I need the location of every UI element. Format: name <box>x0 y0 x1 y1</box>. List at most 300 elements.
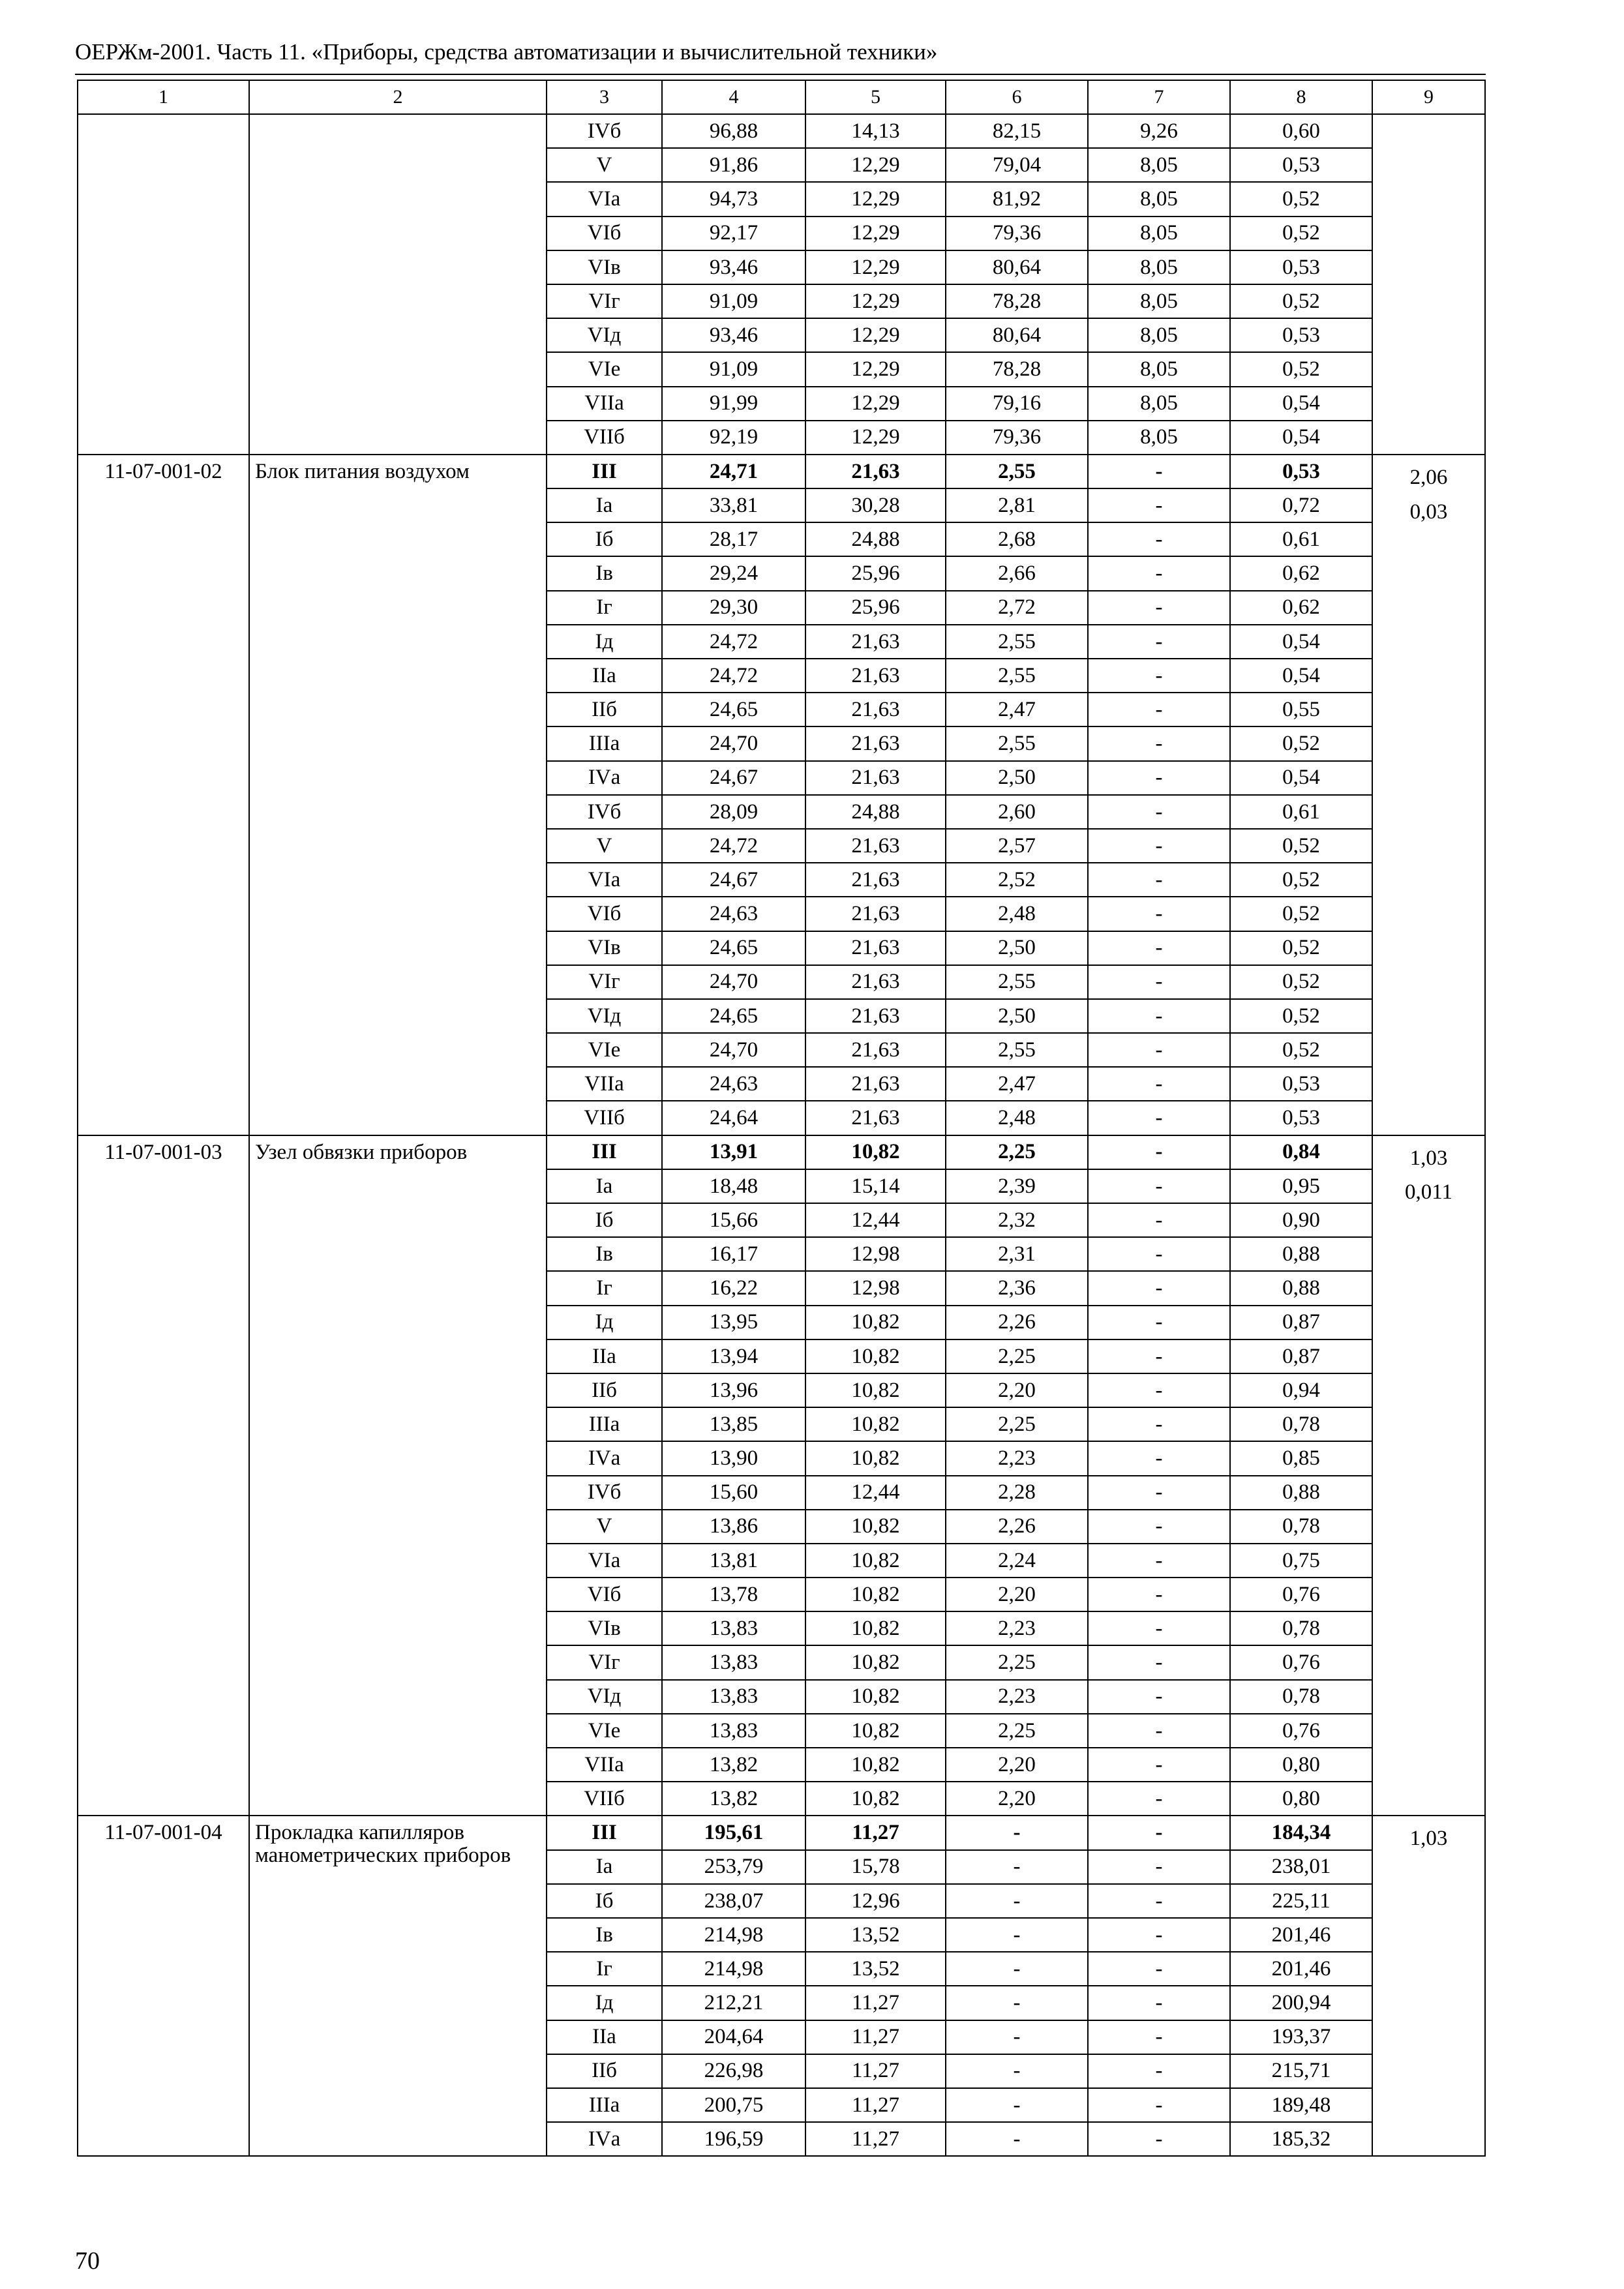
value-cell: - <box>1088 556 1230 590</box>
value-cell: 13,83 <box>662 1645 805 1679</box>
value-cell: 12,29 <box>805 250 946 284</box>
value-cell: 21,63 <box>805 897 946 931</box>
page-header-title: ОЕРЖм-2001. Часть 11. «Приборы, средства автоматизации и вычислительной техники» <box>75 39 938 65</box>
value-cell: 2,55 <box>946 726 1088 760</box>
value-cell: 94,73 <box>662 182 805 216</box>
value-cell: 0,95 <box>1230 1169 1372 1203</box>
value-cell: - <box>946 1850 1088 1884</box>
value-cell: - <box>1088 522 1230 556</box>
index-cell <box>1372 1816 1485 2156</box>
value-cell: 8,05 <box>1088 217 1230 250</box>
rate-code <box>78 114 249 455</box>
value-cell: 0,72 <box>1230 488 1372 522</box>
index-value: 0,03 <box>1409 500 1448 524</box>
value-cell: 28,17 <box>662 522 805 556</box>
value-cell: - <box>946 1952 1088 1986</box>
value-cell: 8,05 <box>1088 250 1230 284</box>
value-cell: 0,53 <box>1230 250 1372 284</box>
zone-cell: Iд <box>547 1306 662 1339</box>
zone-cell: VIд <box>547 1680 662 1714</box>
index-value: 1,03 <box>1409 1827 1448 1851</box>
value-cell: 2,20 <box>946 1748 1088 1782</box>
value-cell: 2,57 <box>946 829 1088 863</box>
value-cell: 2,25 <box>946 1645 1088 1679</box>
value-cell: 25,96 <box>805 556 946 590</box>
value-cell: 11,27 <box>805 1816 946 1849</box>
value-cell: - <box>946 2020 1088 2054</box>
zone-cell: VIIа <box>547 1067 662 1101</box>
value-cell: 24,88 <box>805 522 946 556</box>
zone-cell: VIд <box>547 999 662 1033</box>
rates-table <box>77 80 1486 2157</box>
value-cell: 10,82 <box>805 1135 946 1169</box>
value-cell: 0,55 <box>1230 693 1372 726</box>
value-cell: 25,96 <box>805 591 946 625</box>
value-cell: 2,55 <box>946 455 1088 488</box>
value-cell: - <box>1088 1306 1230 1339</box>
value-cell: - <box>1088 1850 1230 1884</box>
value-cell: 0,80 <box>1230 1782 1372 1816</box>
value-cell: 79,36 <box>946 217 1088 250</box>
zone-cell: Iб <box>547 1884 662 1918</box>
value-cell: - <box>1088 829 1230 863</box>
value-cell: - <box>1088 625 1230 659</box>
value-cell: 15,60 <box>662 1476 805 1510</box>
value-cell: 200,94 <box>1230 1986 1372 2020</box>
zone-cell: V <box>547 1510 662 1544</box>
value-cell: 16,22 <box>662 1271 805 1305</box>
value-cell: 13,78 <box>662 1578 805 1611</box>
column-number-5: 5 <box>805 80 946 114</box>
zone-cell: IVа <box>547 761 662 795</box>
value-cell: 13,82 <box>662 1782 805 1816</box>
column-number-4: 4 <box>662 80 805 114</box>
value-cell: 2,28 <box>946 1476 1088 1510</box>
value-cell: 8,05 <box>1088 387 1230 421</box>
value-cell: - <box>1088 488 1230 522</box>
value-cell: 2,55 <box>946 1033 1088 1067</box>
value-cell: - <box>946 1884 1088 1918</box>
value-cell: 11,27 <box>805 2122 946 2156</box>
value-cell: 0,78 <box>1230 1407 1372 1441</box>
zone-cell: VIг <box>547 1645 662 1679</box>
value-cell: 215,71 <box>1230 2054 1372 2088</box>
zone-cell: IVб <box>547 795 662 829</box>
value-cell: 0,78 <box>1230 1680 1372 1714</box>
value-cell: 8,05 <box>1088 148 1230 182</box>
column-number-3: 3 <box>547 80 662 114</box>
value-cell: 9,26 <box>1088 114 1230 148</box>
value-cell: 24,65 <box>662 693 805 726</box>
value-cell: 21,63 <box>805 693 946 726</box>
value-cell: 13,81 <box>662 1544 805 1578</box>
value-cell: 0,53 <box>1230 1067 1372 1101</box>
rate-code: 11-07-001-03 <box>78 1135 249 1816</box>
value-cell: 10,82 <box>805 1748 946 1782</box>
zone-cell: VIIб <box>547 421 662 455</box>
zone-cell: VIIа <box>547 387 662 421</box>
value-cell: 10,82 <box>805 1306 946 1339</box>
value-cell: - <box>1088 1884 1230 1918</box>
value-cell: - <box>1088 1407 1230 1441</box>
value-cell: 15,14 <box>805 1169 946 1203</box>
value-cell: 0,75 <box>1230 1544 1372 1578</box>
column-number-7: 7 <box>1088 80 1230 114</box>
value-cell: 24,63 <box>662 897 805 931</box>
header-rule <box>75 74 1486 75</box>
value-cell: 12,29 <box>805 421 946 455</box>
value-cell: 0,62 <box>1230 591 1372 625</box>
value-cell: 10,82 <box>805 1782 946 1816</box>
value-cell: 0,88 <box>1230 1476 1372 1510</box>
value-cell: 2,81 <box>946 488 1088 522</box>
table-row <box>78 114 1485 148</box>
rate-code: 11-07-001-02 <box>78 455 249 1135</box>
value-cell: 0,60 <box>1230 114 1372 148</box>
value-cell: 238,01 <box>1230 1850 1372 1884</box>
value-cell: 10,82 <box>805 1544 946 1578</box>
value-cell: 21,63 <box>805 863 946 897</box>
value-cell: 189,48 <box>1230 2088 1372 2122</box>
value-cell: - <box>1088 1373 1230 1407</box>
value-cell: 8,05 <box>1088 318 1230 352</box>
zone-cell: IIа <box>547 2020 662 2054</box>
value-cell: 21,63 <box>805 1033 946 1067</box>
zone-cell: VIIб <box>547 1101 662 1135</box>
value-cell: 10,82 <box>805 1578 946 1611</box>
value-cell: - <box>946 2088 1088 2122</box>
zone-cell: IVб <box>547 114 662 148</box>
value-cell: 204,64 <box>662 2020 805 2054</box>
value-cell: 195,61 <box>662 1816 805 1849</box>
table-row <box>78 455 1485 488</box>
zone-cell: Iв <box>547 1237 662 1271</box>
value-cell: 2,50 <box>946 931 1088 965</box>
zone-cell: VIв <box>547 250 662 284</box>
value-cell: 0,52 <box>1230 931 1372 965</box>
zone-cell: Iб <box>547 522 662 556</box>
value-cell: - <box>1088 1441 1230 1475</box>
value-cell: 0,62 <box>1230 556 1372 590</box>
value-cell: 10,82 <box>805 1611 946 1645</box>
value-cell: 2,47 <box>946 1067 1088 1101</box>
rate-name: Блок питания воздухом <box>249 455 547 1135</box>
value-cell: 15,78 <box>805 1850 946 1884</box>
index-cell <box>1372 114 1485 455</box>
value-cell: 29,24 <box>662 556 805 590</box>
rates-table-body <box>78 80 1485 2156</box>
zone-cell: VIа <box>547 863 662 897</box>
value-cell: 14,13 <box>805 114 946 148</box>
value-cell: 13,52 <box>805 1952 946 1986</box>
value-cell: 2,50 <box>946 761 1088 795</box>
value-cell: 0,52 <box>1230 897 1372 931</box>
value-cell: 0,52 <box>1230 284 1372 318</box>
value-cell: 78,28 <box>946 284 1088 318</box>
index-value: 0,011 <box>1404 1180 1453 1204</box>
value-cell: 10,82 <box>805 1510 946 1544</box>
value-cell: 12,44 <box>805 1203 946 1237</box>
zone-cell: IVб <box>547 1476 662 1510</box>
value-cell: 13,83 <box>662 1714 805 1748</box>
zone-cell: VIе <box>547 1714 662 1748</box>
rate-name <box>249 114 547 455</box>
zone-cell: IVа <box>547 1441 662 1475</box>
zone-cell: VIб <box>547 217 662 250</box>
zone-cell: Iб <box>547 1203 662 1237</box>
zone-cell: Iа <box>547 1850 662 1884</box>
value-cell: 2,25 <box>946 1714 1088 1748</box>
value-cell: 0,54 <box>1230 659 1372 693</box>
value-cell: 80,64 <box>946 250 1088 284</box>
value-cell: 24,67 <box>662 761 805 795</box>
zone-cell: III <box>547 1135 662 1169</box>
value-cell: - <box>1088 1816 1230 1849</box>
value-cell: 10,82 <box>805 1441 946 1475</box>
value-cell: 78,28 <box>946 352 1088 386</box>
zone-cell: VIг <box>547 284 662 318</box>
value-cell: 2,47 <box>946 693 1088 726</box>
value-cell: 12,29 <box>805 352 946 386</box>
value-cell: 2,26 <box>946 1306 1088 1339</box>
value-cell: 13,96 <box>662 1373 805 1407</box>
value-cell: 29,30 <box>662 591 805 625</box>
value-cell: 13,82 <box>662 1748 805 1782</box>
zone-cell: Iг <box>547 1271 662 1305</box>
value-cell: - <box>1088 1952 1230 1986</box>
value-cell: 0,78 <box>1230 1510 1372 1544</box>
value-cell: - <box>1088 1544 1230 1578</box>
value-cell: 81,92 <box>946 182 1088 216</box>
value-cell: 28,09 <box>662 795 805 829</box>
value-cell: 12,29 <box>805 318 946 352</box>
value-cell: 15,66 <box>662 1203 805 1237</box>
value-cell: 0,90 <box>1230 1203 1372 1237</box>
value-cell: 2,25 <box>946 1407 1088 1441</box>
value-cell: 91,09 <box>662 352 805 386</box>
value-cell: 2,23 <box>946 1611 1088 1645</box>
zone-cell: Iг <box>547 1952 662 1986</box>
value-cell: 11,27 <box>805 1986 946 2020</box>
value-cell: 30,28 <box>805 488 946 522</box>
value-cell: - <box>1088 931 1230 965</box>
value-cell: - <box>1088 1611 1230 1645</box>
value-cell: 2,50 <box>946 999 1088 1033</box>
value-cell: - <box>1088 999 1230 1033</box>
value-cell: 13,90 <box>662 1441 805 1475</box>
value-cell: 11,27 <box>805 2020 946 2054</box>
value-cell: 0,53 <box>1230 318 1372 352</box>
value-cell: 12,98 <box>805 1237 946 1271</box>
value-cell: - <box>946 2122 1088 2156</box>
value-cell: 92,19 <box>662 421 805 455</box>
value-cell: 21,63 <box>805 625 946 659</box>
value-cell: 10,82 <box>805 1339 946 1373</box>
value-cell: 2,68 <box>946 522 1088 556</box>
value-cell: 10,82 <box>805 1373 946 1407</box>
value-cell: 2,23 <box>946 1680 1088 1714</box>
value-cell: 0,52 <box>1230 217 1372 250</box>
value-cell: - <box>1088 1918 1230 1952</box>
zone-cell: IIа <box>547 659 662 693</box>
value-cell: 225,11 <box>1230 1884 1372 1918</box>
value-cell: 0,54 <box>1230 421 1372 455</box>
value-cell: 13,83 <box>662 1680 805 1714</box>
value-cell: 0,52 <box>1230 829 1372 863</box>
value-cell: 13,85 <box>662 1407 805 1441</box>
zone-cell: III <box>547 1816 662 1849</box>
value-cell: 0,76 <box>1230 1714 1372 1748</box>
value-cell: - <box>1088 2122 1230 2156</box>
value-cell: 11,27 <box>805 2088 946 2122</box>
zone-cell: IIб <box>547 2054 662 2088</box>
value-cell: 12,29 <box>805 148 946 182</box>
value-cell: - <box>1088 1203 1230 1237</box>
value-cell: 13,95 <box>662 1306 805 1339</box>
zone-cell: IVа <box>547 2122 662 2156</box>
value-cell: - <box>1088 1271 1230 1305</box>
value-cell: 21,63 <box>805 829 946 863</box>
value-cell: 91,99 <box>662 387 805 421</box>
zone-cell: IIIа <box>547 726 662 760</box>
value-cell: 12,29 <box>805 217 946 250</box>
value-cell: - <box>1088 2020 1230 2054</box>
value-cell: 18,48 <box>662 1169 805 1203</box>
value-cell: 79,36 <box>946 421 1088 455</box>
zone-cell: V <box>547 148 662 182</box>
value-cell: - <box>1088 1510 1230 1544</box>
value-cell: 0,52 <box>1230 182 1372 216</box>
value-cell: 0,52 <box>1230 1033 1372 1067</box>
zone-cell: IIIа <box>547 2088 662 2122</box>
value-cell: 91,86 <box>662 148 805 182</box>
value-cell: 2,48 <box>946 1101 1088 1135</box>
value-cell: 2,32 <box>946 1203 1088 1237</box>
value-cell: 0,54 <box>1230 761 1372 795</box>
value-cell: 33,81 <box>662 488 805 522</box>
value-cell: 21,63 <box>805 965 946 999</box>
zone-cell: VIб <box>547 1578 662 1611</box>
value-cell: 24,67 <box>662 863 805 897</box>
value-cell: - <box>1088 1714 1230 1748</box>
value-cell: 2,72 <box>946 591 1088 625</box>
value-cell: - <box>946 1918 1088 1952</box>
value-cell: 24,65 <box>662 999 805 1033</box>
value-cell: 12,29 <box>805 284 946 318</box>
zone-cell: Iд <box>547 625 662 659</box>
value-cell: 2,52 <box>946 863 1088 897</box>
value-cell: 214,98 <box>662 1918 805 1952</box>
value-cell: 185,32 <box>1230 2122 1372 2156</box>
value-cell: 11,27 <box>805 2054 946 2088</box>
value-cell: 0,88 <box>1230 1271 1372 1305</box>
value-cell: 0,87 <box>1230 1339 1372 1373</box>
value-cell: 0,88 <box>1230 1237 1372 1271</box>
value-cell: 10,82 <box>805 1714 946 1748</box>
value-cell: 21,63 <box>805 999 946 1033</box>
value-cell: 2,26 <box>946 1510 1088 1544</box>
value-cell: 93,46 <box>662 318 805 352</box>
value-cell: 21,63 <box>805 659 946 693</box>
zone-cell: III <box>547 455 662 488</box>
value-cell: 2,31 <box>946 1237 1088 1271</box>
zone-cell: VIа <box>547 182 662 216</box>
value-cell: 10,82 <box>805 1645 946 1679</box>
value-cell: 24,71 <box>662 455 805 488</box>
index-value: 1,03 <box>1409 1146 1448 1170</box>
value-cell: 0,53 <box>1230 455 1372 488</box>
value-cell: 2,25 <box>946 1135 1088 1169</box>
zone-cell: VIIб <box>547 1782 662 1816</box>
value-cell: 201,46 <box>1230 1918 1372 1952</box>
value-cell: - <box>1088 1645 1230 1679</box>
value-cell: - <box>946 1986 1088 2020</box>
value-cell: - <box>1088 1135 1230 1169</box>
value-cell: 24,65 <box>662 931 805 965</box>
value-cell: - <box>1088 726 1230 760</box>
value-cell: - <box>1088 897 1230 931</box>
column-number-2: 2 <box>249 80 547 114</box>
zone-cell: IIIа <box>547 1407 662 1441</box>
page-number: 70 <box>75 2247 100 2275</box>
value-cell: - <box>1088 1476 1230 1510</box>
zone-cell: Iв <box>547 1918 662 1952</box>
value-cell: - <box>1088 1033 1230 1067</box>
value-cell: 2,23 <box>946 1441 1088 1475</box>
value-cell: 2,66 <box>946 556 1088 590</box>
value-cell: 0,52 <box>1230 352 1372 386</box>
value-cell: 0,76 <box>1230 1578 1372 1611</box>
zone-cell: VIIа <box>547 1748 662 1782</box>
table-row <box>78 1135 1485 1169</box>
value-cell: 2,39 <box>946 1169 1088 1203</box>
value-cell: - <box>1088 1339 1230 1373</box>
value-cell: - <box>1088 965 1230 999</box>
zone-cell: Iг <box>547 591 662 625</box>
value-cell: 226,98 <box>662 2054 805 2088</box>
value-cell: 10,82 <box>805 1407 946 1441</box>
column-number-8: 8 <box>1230 80 1372 114</box>
value-cell: 2,36 <box>946 1271 1088 1305</box>
value-cell: 212,21 <box>662 1986 805 2020</box>
value-cell: - <box>1088 1782 1230 1816</box>
zone-cell: Iа <box>547 488 662 522</box>
value-cell: 0,61 <box>1230 795 1372 829</box>
value-cell: 10,82 <box>805 1680 946 1714</box>
rate-name: Узел обвязки приборов <box>249 1135 547 1816</box>
value-cell: 0,52 <box>1230 999 1372 1033</box>
value-cell: - <box>1088 1748 1230 1782</box>
value-cell: 201,46 <box>1230 1952 1372 1986</box>
value-cell: - <box>946 1816 1088 1849</box>
value-cell: 0,76 <box>1230 1645 1372 1679</box>
value-cell: 96,88 <box>662 114 805 148</box>
zone-cell: Iа <box>547 1169 662 1203</box>
value-cell: 13,52 <box>805 1918 946 1952</box>
value-cell: 0,94 <box>1230 1373 1372 1407</box>
value-cell: - <box>1088 1101 1230 1135</box>
value-cell: 24,70 <box>662 1033 805 1067</box>
zone-cell: VIа <box>547 1544 662 1578</box>
zone-cell: IIа <box>547 1339 662 1373</box>
value-cell: 2,20 <box>946 1782 1088 1816</box>
value-cell: 91,09 <box>662 284 805 318</box>
value-cell: 13,94 <box>662 1339 805 1373</box>
value-cell: - <box>1088 1067 1230 1101</box>
value-cell: 2,55 <box>946 659 1088 693</box>
zone-cell: VIд <box>547 318 662 352</box>
value-cell: 13,91 <box>662 1135 805 1169</box>
